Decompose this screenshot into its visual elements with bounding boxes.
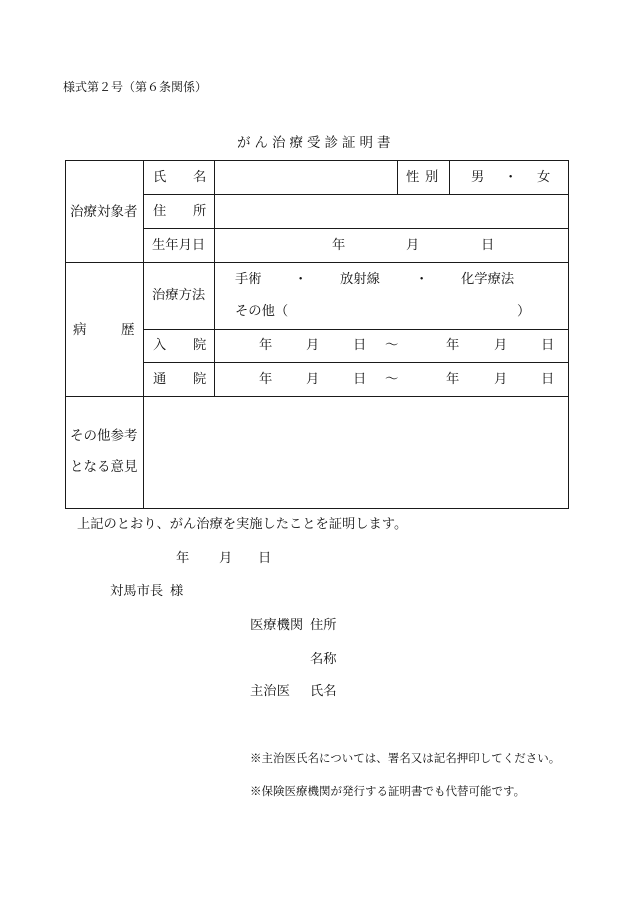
patient-group-label: 治療対象者 <box>70 203 138 220</box>
method-option-radiation: 放射線 <box>340 272 380 287</box>
remarks-label-line-1: その他参考 <box>70 428 138 444</box>
patient-group-cell <box>65 160 144 263</box>
inpatient-label: 入院 <box>153 338 233 353</box>
outpatient-range-separator: 〜 <box>385 371 399 387</box>
inpatient-value-cell <box>214 329 569 363</box>
outpatient-from-year: 年 <box>259 371 273 387</box>
history-group-label: 病歴 <box>73 321 169 338</box>
inpatient-from-year: 年 <box>259 338 273 353</box>
certification-statement: 上記のとおり、がん治療を実施したことを証明します。 <box>77 517 408 532</box>
method-separator-2: ・ <box>415 272 429 287</box>
inpatient-from-month: 月 <box>306 338 320 353</box>
remarks-label <box>70 421 138 483</box>
inpatient-to-day: 日 <box>541 338 555 353</box>
form-number: 様式第２号（第６条関係） <box>63 80 208 94</box>
inpatient-to-month: 月 <box>494 338 508 353</box>
birth-date-value-cell <box>214 228 569 263</box>
outpatient-to-day: 日 <box>541 371 555 387</box>
name-label: 氏名 <box>153 169 233 185</box>
treatment-method-value-cell <box>214 262 569 330</box>
sex-value-cell <box>449 160 569 195</box>
method-other-open: その他（ <box>235 304 289 319</box>
sex-label: 性別 <box>406 169 444 185</box>
sex-option-female: 女 <box>537 169 551 185</box>
inpatient-label-cell <box>143 329 233 363</box>
sex-option-male: 男 <box>471 169 485 185</box>
addressee-honorific: 様 <box>170 584 184 599</box>
birth-date-label: 生年月日 <box>152 237 206 253</box>
outpatient-from-month: 月 <box>306 371 320 387</box>
name-value-cell <box>214 160 398 195</box>
note-signature: ※主治医氏名については、署名又は記名押印してください。 <box>250 751 561 765</box>
addressee: 対馬市長 <box>110 584 164 599</box>
birth-month-unit: 月 <box>406 237 420 253</box>
outpatient-to-month: 月 <box>494 371 508 387</box>
method-option-surgery: 手術 <box>235 272 262 287</box>
remarks-label-line-2: となる意見 <box>70 459 138 475</box>
history-group-cell <box>65 262 169 397</box>
outpatient-from-day: 日 <box>353 371 367 387</box>
remarks-value-cell <box>143 396 569 509</box>
name-label-cell <box>143 160 233 195</box>
inpatient-to-year: 年 <box>446 338 460 353</box>
address-label-cell <box>143 194 233 229</box>
treatment-method-label-cell <box>143 262 215 330</box>
outpatient-to-year: 年 <box>446 371 460 387</box>
method-option-chemotherapy: 化学療法 <box>461 272 515 287</box>
doctor-label: 主治医 <box>250 684 290 699</box>
doctor-name-label: 氏名 <box>310 684 337 699</box>
issue-year-unit: 年 <box>176 551 190 566</box>
method-other-close: ） <box>517 304 531 319</box>
inpatient-from-day: 日 <box>353 338 367 353</box>
birth-day-unit: 日 <box>481 237 495 253</box>
remarks-label-cell <box>65 396 144 509</box>
address-label: 住所 <box>153 203 233 219</box>
birth-year-unit: 年 <box>332 237 346 253</box>
issue-day-unit: 日 <box>258 551 272 566</box>
outpatient-label-cell <box>143 362 233 397</box>
inpatient-range-separator: 〜 <box>385 338 399 353</box>
institution-label: 医療機関 <box>250 618 304 633</box>
document-title: がん治療受診証明書 <box>237 135 395 151</box>
outpatient-label: 通院 <box>153 371 233 387</box>
institution-address-label: 住所 <box>310 618 337 633</box>
address-value-cell <box>214 194 569 229</box>
treatment-method-label: 治療方法 <box>152 288 206 303</box>
method-separator-1: ・ <box>294 272 308 287</box>
birth-date-label-cell <box>143 228 215 263</box>
institution-name-label: 名称 <box>310 652 337 667</box>
outpatient-value-cell <box>214 362 569 397</box>
sex-separator: ・ <box>504 169 518 185</box>
note-alternative-certificate: ※保険医療機関が発行する証明書でも代替可能です。 <box>250 784 526 798</box>
sex-label-cell <box>397 160 450 195</box>
issue-month-unit: 月 <box>219 551 233 566</box>
